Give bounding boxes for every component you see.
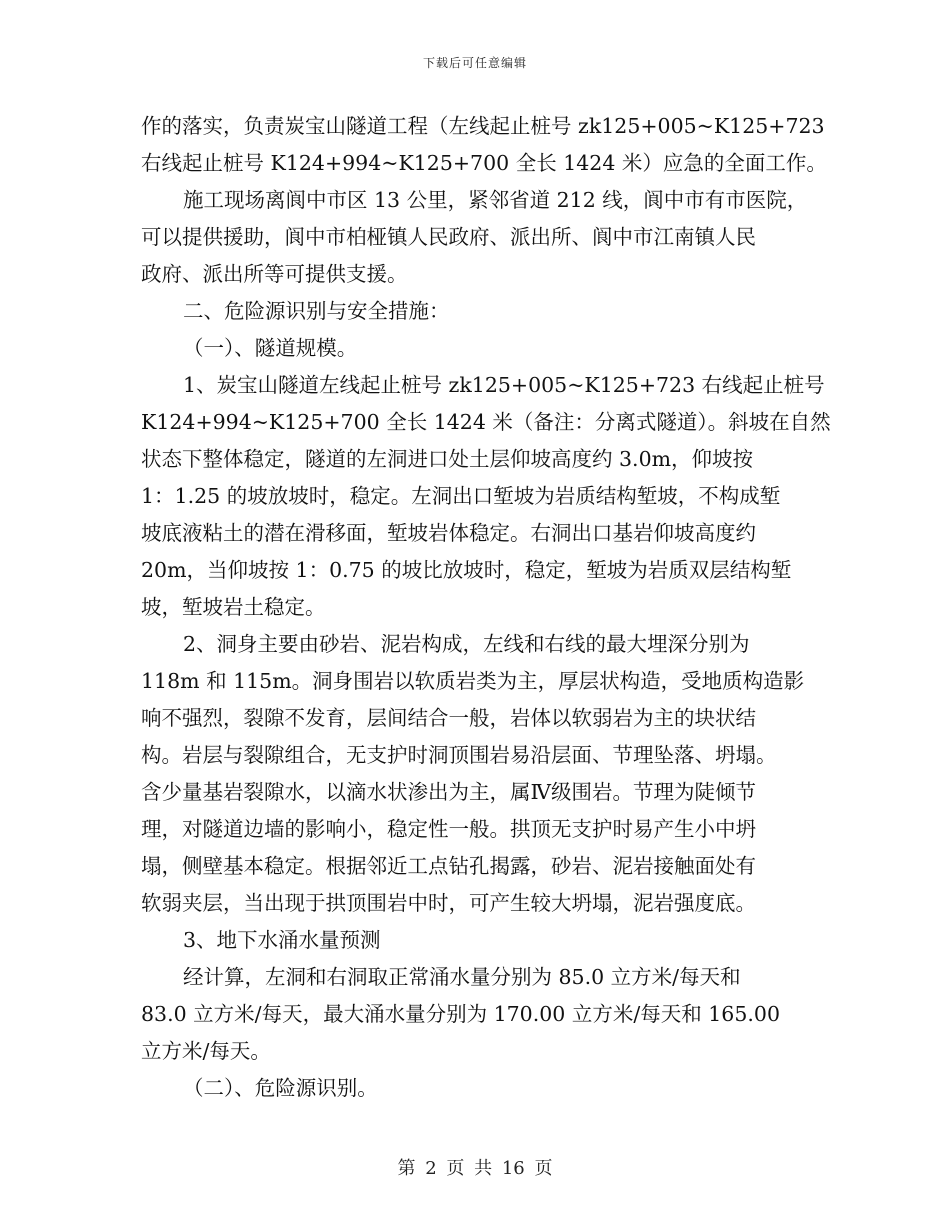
text-line: 经计算，左洞和右洞取正常涌水量分别为 85.0 立方米/每天和 [183, 965, 741, 989]
text-line: 右线起止桩号 K124+994~K125+700 全长 1424 米）应急的全面工作。 [141, 151, 827, 175]
text-line: （一）、隧道规模。 [183, 336, 358, 360]
text-line: 83.0 立方米/每天，最大涌水量分别为 170.00 立方米/每天和 165.00 [141, 1002, 780, 1026]
document-body [141, 108, 831, 1107]
text-line: 含少量基岩裂隙水，以滴水状渗出为主，属Ⅳ级围岩。节理为陡倾节 [141, 780, 756, 804]
text-line: 3、地下水涌水量预测 [183, 928, 381, 952]
text-line: 构。岩层与裂隙组合，无支护时洞顶围岩易沿层面、节理坠落、坍塌。 [141, 743, 777, 767]
text-line: 作的落实，负责炭宝山隧道工程（左线起止桩号 zk125+005~K125+723 [141, 114, 825, 138]
text-line: 2、洞身主要由砂岩、泥岩构成，左线和右线的最大埋深分别为 [183, 632, 750, 656]
text-line: 1、炭宝山隧道左线起止桩号 zk125+005~K125+723 右线起止桩号 [183, 373, 825, 397]
text-line: 塌，侧壁基本稳定。根据邻近工点钻孔揭露，砂岩、泥岩接触面处有 [141, 854, 756, 878]
text-line: 政府、派出所等可提供支援。 [141, 262, 408, 286]
text-line: 二、危险源识别与安全措施： [183, 299, 450, 323]
text-line: 坡，堑坡岩土稳定。 [141, 595, 326, 619]
text-line: 坡底液粘土的潜在滑移面，堑坡岩体稳定。右洞出口基岩仰坡高度约 [141, 521, 756, 545]
page-header: 下载后可任意编辑 [422, 56, 527, 70]
text-line: 施工现场离阆中市区 13 公里，紧邻省道 212 线，阆中市有市医院， [183, 188, 808, 212]
text-line: 20m，当仰坡按 1：0.75 的坡比放坡时，稳定，堑坡为岩质双层结构堑 [141, 558, 792, 582]
text-line: 1：1.25 的坡放坡时，稳定。左洞出口堑坡为岩质结构堑坡，不构成堑 [141, 484, 781, 508]
text-line: 立方米/每天。 [141, 1039, 271, 1063]
text-line: 软弱夹层，当出现于拱顶围岩中时，可产生较大坍塌，泥岩强度底。 [141, 891, 756, 915]
text-line: （二）、危险源识别。 [183, 1076, 378, 1100]
text-line: 响不强烈，裂隙不发育，层间结合一般，岩体以软弱岩为主的块状结 [141, 706, 756, 730]
text-line: 理，对隧道边墙的影响小，稳定性一般。拱顶无支护时易产生小中坍 [141, 817, 756, 841]
text-line: 可以提供援助，阆中市柏桠镇人民政府、派出所、阆中市江南镇人民 [141, 225, 756, 249]
text-line: 状态下整体稳定，隧道的左洞进口处土层仰坡高度约 3.0m，仰坡按 [141, 447, 754, 471]
page-footer: 第 2 页 共 16 页 [397, 1158, 553, 1179]
text-line: K124+994~K125+700 全长 1424 米（备注：分离式隧道）。斜坡在自然 [141, 410, 831, 434]
text-line: 118m 和 115m。洞身围岩以软质岩类为主，厚层状构造，受地质构造影 [141, 669, 805, 693]
